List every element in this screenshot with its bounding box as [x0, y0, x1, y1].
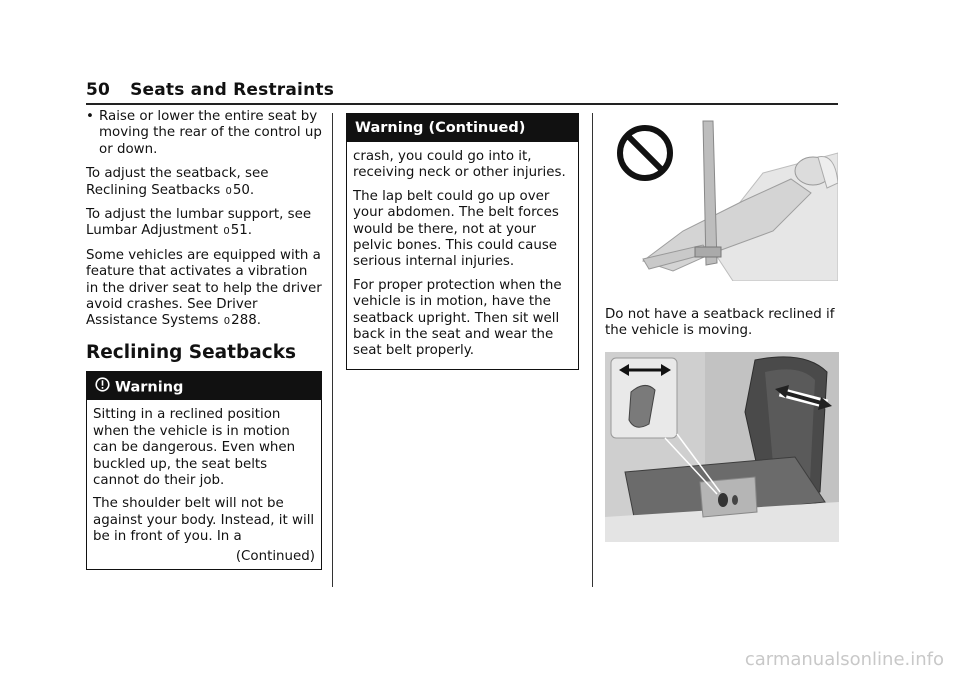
paragraph-seatback	[86, 166, 322, 200]
link-lumbar-adjustment[interactable]: 51.	[230, 223, 253, 239]
reclined-occupant-illustration	[613, 113, 838, 281]
page-number: 50	[86, 80, 111, 100]
warning-box	[86, 371, 322, 570]
warning-box-continued	[346, 113, 579, 370]
watermark: carmanualsonline.info	[744, 649, 944, 670]
column-divider	[592, 113, 593, 587]
warning-text: The lap belt could go up over your abdomen. The belt forces would be there, not at your pelvic bones. This could cause serious internal injuries.	[353, 188, 559, 270]
paragraph-vibration	[86, 248, 322, 331]
warning-header: Warning (Continued)	[347, 114, 578, 142]
bullet-text: Raise or lower the entire seat by moving the rear of the control up or down.	[99, 109, 322, 157]
section-title: Seats and Restraints	[130, 80, 335, 100]
bullet-dot: •	[86, 109, 94, 124]
column-right	[605, 113, 839, 542]
page-ref-icon: 0	[223, 316, 231, 328]
page-header	[86, 80, 838, 105]
seat-recline-control-photo	[605, 352, 839, 542]
paragraph-vibration-text: Some vehicles are equipped with a feature that activates a vibration in the driver seat to help the driver avoid crashes. See Driver Assistance Systems	[86, 247, 322, 329]
warning-text: For proper protection when the vehicle is in motion, have the seatback upright. Then sit well back in the seat and wear the seat belt properly.	[353, 277, 562, 359]
paragraph-seatback-text: To adjust the seatback, see Reclining Seatbacks	[86, 166, 269, 198]
warning-title: Warning	[115, 379, 184, 396]
column-middle	[346, 113, 579, 370]
warning-body	[87, 400, 321, 569]
continued-label: (Continued)	[235, 548, 315, 564]
warning-icon	[95, 377, 111, 398]
warning-text: Sitting in a reclined position when the vehicle is in motion can be dangerous. Even when buckled up, the seat belts cannot do their job.	[93, 407, 296, 488]
page-ref-icon: 0	[223, 226, 230, 238]
warning-text: crash, you could go into it, receiving neck or other injuries.	[353, 149, 566, 181]
column-divider	[332, 113, 333, 587]
warning-header	[87, 372, 321, 400]
page-ref-icon: 0	[225, 185, 232, 197]
link-driver-assistance[interactable]: 288.	[231, 313, 261, 329]
warning-body	[347, 142, 578, 369]
bullet-item	[86, 109, 322, 158]
warning-text: The shoulder belt will not be against your body. Instead, it will be in front of you. In a	[93, 496, 315, 545]
section-heading: Reclining Seatbacks	[86, 341, 297, 363]
paragraph-lumbar	[86, 207, 322, 241]
paragraph-lumbar-text: To adjust the lumbar support, see Lumbar Adjustment	[86, 207, 312, 239]
illustration-caption: Do not have a seatback reclined if the vehicle is moving.	[605, 307, 835, 339]
column-left	[86, 109, 322, 570]
link-reclining-seatbacks[interactable]: 50.	[232, 182, 255, 198]
